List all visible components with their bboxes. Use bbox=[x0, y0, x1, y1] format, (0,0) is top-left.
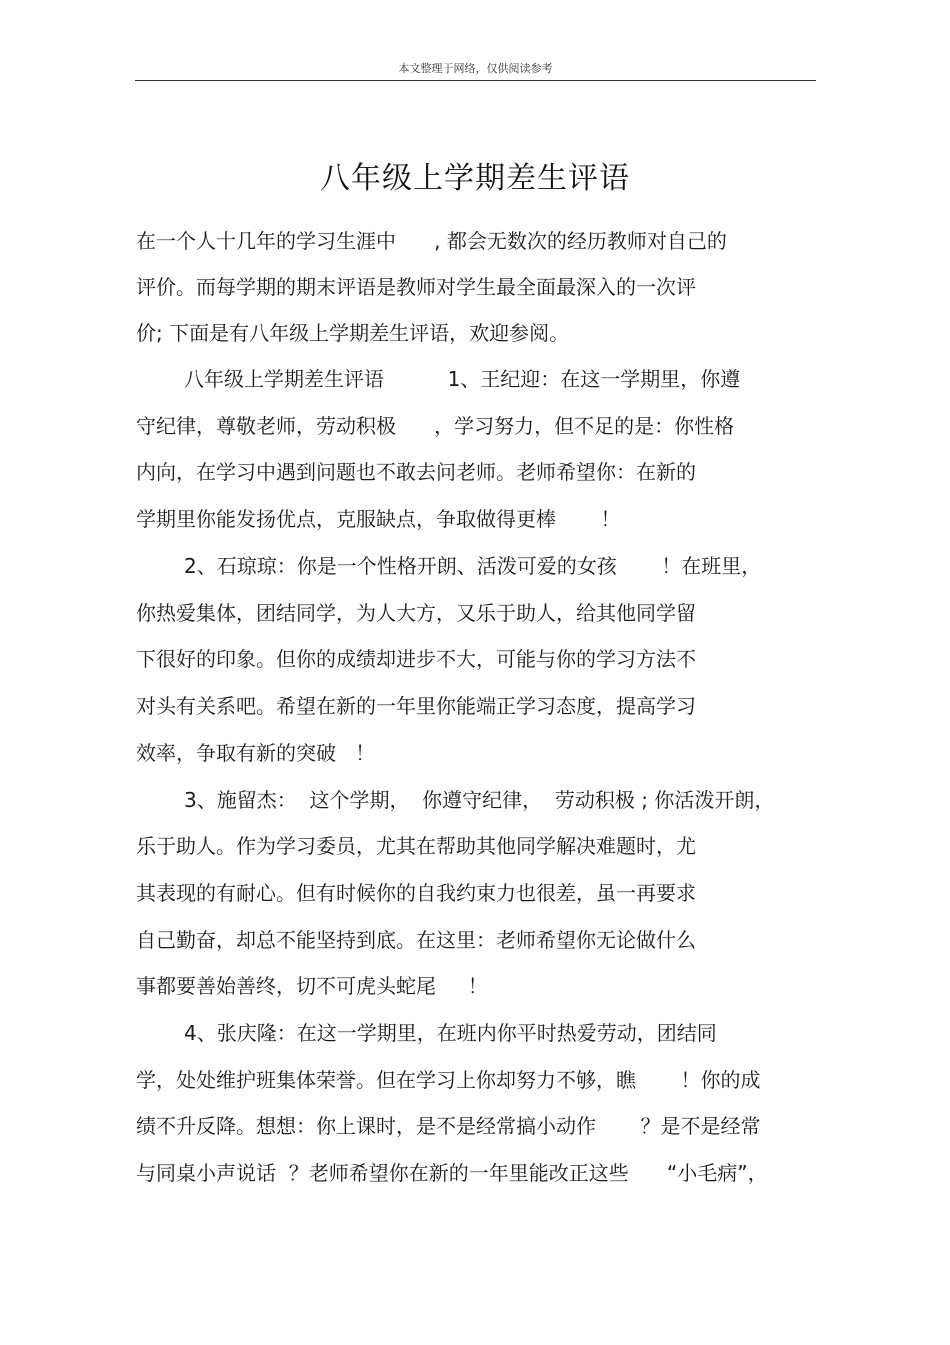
text-line: 在一个人十几年的学习生涯中 , 都会无数次的经历教师对自己的 bbox=[136, 229, 727, 253]
text-line: 学，处处维护班集体荣誉。但在学习上你却努力不够，瞧 ！你的成 bbox=[136, 1068, 761, 1092]
text-line: 自己勤奋，却总不能坚持到底。在这里：老师希望你无论做什么 bbox=[136, 928, 696, 952]
text-line: 学期里你能发扬优点，克服缺点，争取做得更棒 ！ bbox=[136, 507, 621, 531]
page-header bbox=[135, 58, 816, 81]
text-line: 4、张庆隆：在这一学期里，在班内你平时热爱劳动，团结同 bbox=[184, 1021, 717, 1045]
text-line: 其表现的有耐心。但有时候你的自我约束力也很差，虽一再要求 bbox=[136, 881, 696, 905]
text-line: 价; 下面是有八年级上学期差生评语，欢迎参阅。 bbox=[136, 321, 570, 345]
text-line: 绩不升反降。想想：你上课时，是不是经常搞小动作 ？是不是经常 bbox=[136, 1114, 761, 1138]
text-line: 事都要善始善终，切不可虎头蛇尾 ！ bbox=[136, 974, 488, 998]
text-line: 守纪律，尊敬老师，劳动积极 ，学习努力，但不足的是：你性格 bbox=[136, 414, 735, 438]
document-title: 八年级上学期差生评语 bbox=[320, 161, 630, 196]
text-line: 3、施留杰： 这个学期， 你遵守纪律， 劳动积极 ; 你活泼开朗， bbox=[184, 788, 775, 812]
text-line: 乐于助人。作为学习委员，尤其在帮助其他同学解决难题时，尤 bbox=[136, 834, 696, 858]
text-line: 八年级上学期差生评语 1、王纪迎：在这一学期里，你遵 bbox=[184, 367, 741, 391]
text-line: 效率，争取有新的突破 ！ bbox=[136, 741, 376, 765]
text-line: 2、石琼琼：你是一个性格开朗、活泼可爱的女孩 ！在班里， bbox=[184, 554, 762, 578]
text-line: 与同桌小声说话 ？老师希望你在新的一年里能改正这些 “小毛病”， bbox=[136, 1161, 768, 1185]
text-line: 你热爱集体，团结同学，为人大方，又乐于助人，给其他同学留 bbox=[136, 601, 696, 625]
text-line: 下很好的印象。但你的成绩却进步不大，可能与你的学习方法不 bbox=[136, 647, 696, 671]
text-line: 对头有关系吧。希望在新的一年里你能端正学习态度，提高学习 bbox=[136, 694, 696, 718]
header-note: 本文整理于网络，仅供阅读参考 bbox=[398, 62, 553, 75]
text-line: 评价。而每学期的期末评语是教师对学生最全面最深入的一次评 bbox=[136, 275, 696, 299]
text-line: 内向，在学习中遇到问题也不敢去问老师。老师希望你：在新的 bbox=[136, 460, 696, 484]
